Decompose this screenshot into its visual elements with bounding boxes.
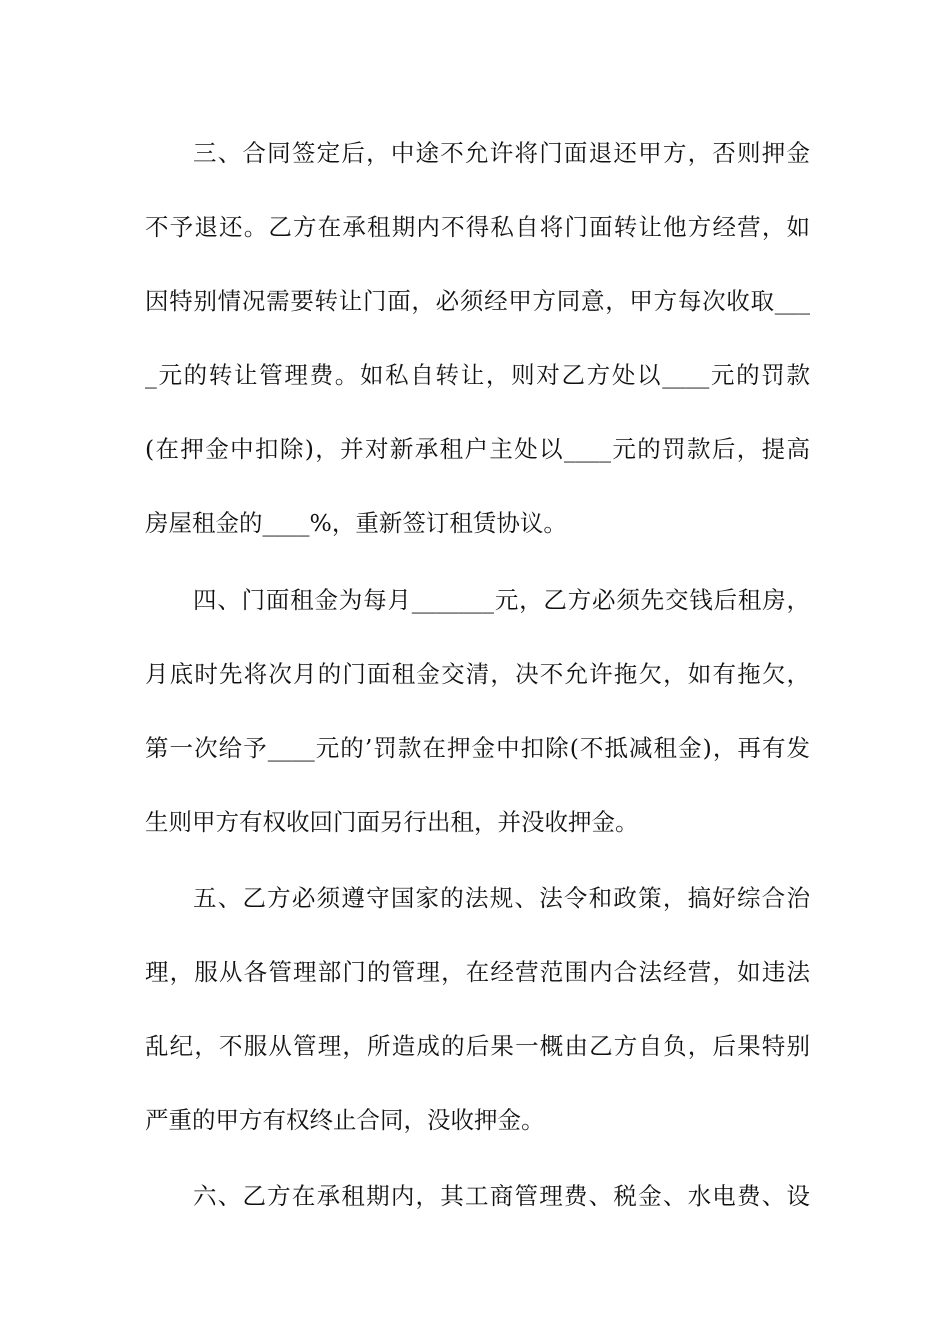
clause-3-line-6: 房屋租金的____%，重新签订租赁协议。 [145,509,567,537]
clause-5-line-2: 理，服从各管理部门的管理，在经营范围内合法经营，如违法 [145,958,810,986]
clause-4-line-3: 第一次给予____元的’罚款在押金中扣除(不抵减租金)，再有发 [145,734,810,762]
clause-5-line-1: 五、乙方必须遵守国家的法规、法令和政策，搞好综合治 [193,884,810,912]
clause-6-line-1: 六、乙方在承租期内，其工商管理费、税金、水电费、设 [193,1182,810,1210]
clause-3-line-1: 三、合同签定后，中途不允许将门面退还甲方，否则押金 [193,139,810,167]
clause-4-line-1: 四、门面租金为每月_______元，乙方必须先交钱后租房， [193,586,810,614]
clause-3-line-2: 不予退还。乙方在承租期内不得私自将门面转让他方经营，如 [145,213,810,241]
clause-3-line-5: (在押金中扣除)，并对新承租户主处以____元的罚款后，提高 [145,435,810,463]
clause-3-line-3: 因特别情况需要转让门面，必须经甲方同意，甲方每次收取___ [145,287,810,315]
clause-5-line-4: 严重的甲方有权终止合同，没收押金。 [145,1106,545,1134]
clause-5-line-3: 乱纪，不服从管理，所造成的后果一概由乙方自负，后果特别 [145,1032,810,1060]
clause-4-line-4: 生则甲方有权收回门面另行出租，并没收押金。 [145,808,639,836]
clause-3-line-4: _元的转让管理费。如私自转让，则对乙方处以____元的罚款 [145,361,810,389]
clause-4-line-2: 月底时先将次月的门面租金交清，决不允许拖欠，如有拖欠， [145,660,810,688]
